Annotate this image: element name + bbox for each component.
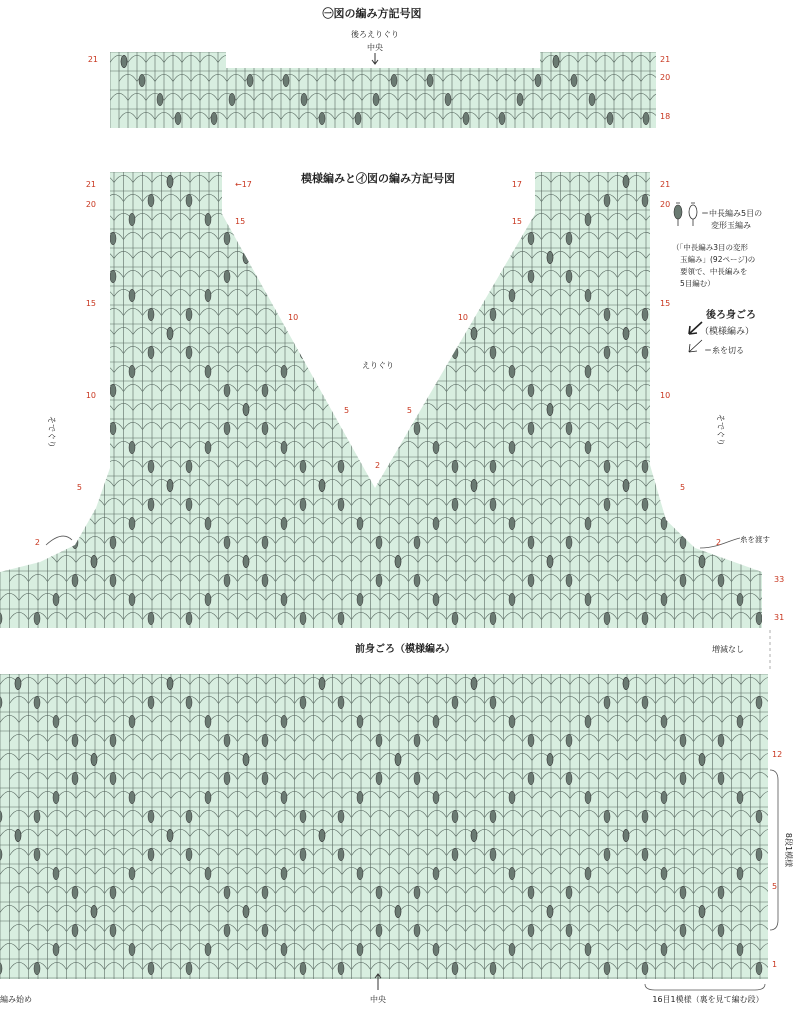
front-right-row-20: 20 xyxy=(660,200,671,209)
back-center-arrow xyxy=(372,53,378,64)
front-right-row-10: 10 xyxy=(660,391,671,400)
back-row-right-18: 18 xyxy=(660,112,671,121)
body-center-arrow xyxy=(375,974,381,990)
front-right-row-15: 15 xyxy=(660,299,671,308)
no-change-note: 増減なし xyxy=(712,645,744,654)
ref-line-2: 玉編み」(92ページ)の xyxy=(680,255,756,264)
repeat-rows-bracket xyxy=(770,770,778,930)
neck-left-row-17: ←17 xyxy=(235,180,252,189)
body-row-1: 1 xyxy=(772,960,778,969)
legend-back-label: 後ろ身ごろ xyxy=(706,310,756,321)
front-left-row-21: 21 xyxy=(85,180,96,189)
ref-line-4: 5目編む） xyxy=(680,279,715,288)
body-row-5: 5 xyxy=(772,882,778,891)
back-chart-title: ㊀図の編み方記号図 xyxy=(322,7,422,20)
front-left-row-15: 15 xyxy=(85,299,96,308)
neck-left-row-15: 15 xyxy=(235,217,246,226)
start-label: 編み始め xyxy=(0,995,32,1004)
puff-stitch-symbol xyxy=(674,203,697,226)
armhole-right-label: そでぐり xyxy=(716,414,725,446)
back-row-right-20: 20 xyxy=(660,73,671,82)
front-right-row-5: 5 xyxy=(680,483,686,492)
puff-desc-line-2: 変形玉編み xyxy=(711,221,751,230)
neck-left-row-10: 10 xyxy=(288,313,299,322)
cut-thread-icon xyxy=(689,340,702,352)
puff-desc-line-1: ＝中長編み5目の xyxy=(701,209,763,218)
front-right-row-31: 31 xyxy=(774,613,785,622)
back-row-left-21: 21 xyxy=(87,55,98,64)
back-neck-label: 後ろえりぐり xyxy=(351,30,399,39)
body-center-label: 中央 xyxy=(370,995,386,1004)
neck-right-row-5: 5 xyxy=(406,406,412,415)
front-left-row-5: 5 xyxy=(76,483,82,492)
body-title: 前身ごろ（模様編み） xyxy=(355,644,455,655)
body-row-12: 12 xyxy=(772,750,783,759)
ref-line-1: （「中長編み3目の変形 xyxy=(672,243,749,252)
front-left-row-10: 10 xyxy=(85,391,96,400)
neck-right-row-17: 17 xyxy=(511,180,522,189)
front-chart-title: 模様編みと㋑図の編み方記号図 xyxy=(301,172,455,185)
body-row-numbers xyxy=(772,750,782,969)
armhole-left-label: そでぐり xyxy=(47,416,56,448)
neck-right-row-10: 10 xyxy=(457,313,468,322)
back-row-right-21: 21 xyxy=(660,55,671,64)
front-right-row-21: 21 xyxy=(660,180,671,189)
legend xyxy=(672,203,762,355)
left-armhole-curve xyxy=(46,536,72,545)
front-left-row-20: 20 xyxy=(85,200,96,209)
front-left-row-2: 2 xyxy=(34,538,40,547)
ref-line-3: 要領で、中長編みを xyxy=(680,267,748,276)
thread-transfer-note: 糸を渡す xyxy=(740,535,770,544)
cut-desc: ＝糸を切る xyxy=(704,346,744,355)
front-right-row-2: 2 xyxy=(716,538,722,547)
legend-back-pattern: （模様編み） xyxy=(700,327,755,337)
repeat-stitch-note: 16目1模様（裏を見て編む段） xyxy=(652,995,764,1004)
neck-right-row-15: 15 xyxy=(511,217,522,226)
neck-left-row-5: 5 xyxy=(344,406,350,415)
neckline-label: えりぐり xyxy=(362,361,394,370)
repeat-rows-note: 8段1模様 xyxy=(784,832,793,868)
repeat-stitch-bracket xyxy=(645,984,765,990)
neck-left-row-2: 2 xyxy=(375,461,381,470)
back-center-label: 中央 xyxy=(367,43,383,52)
front-right-row-33: 33 xyxy=(774,575,785,584)
